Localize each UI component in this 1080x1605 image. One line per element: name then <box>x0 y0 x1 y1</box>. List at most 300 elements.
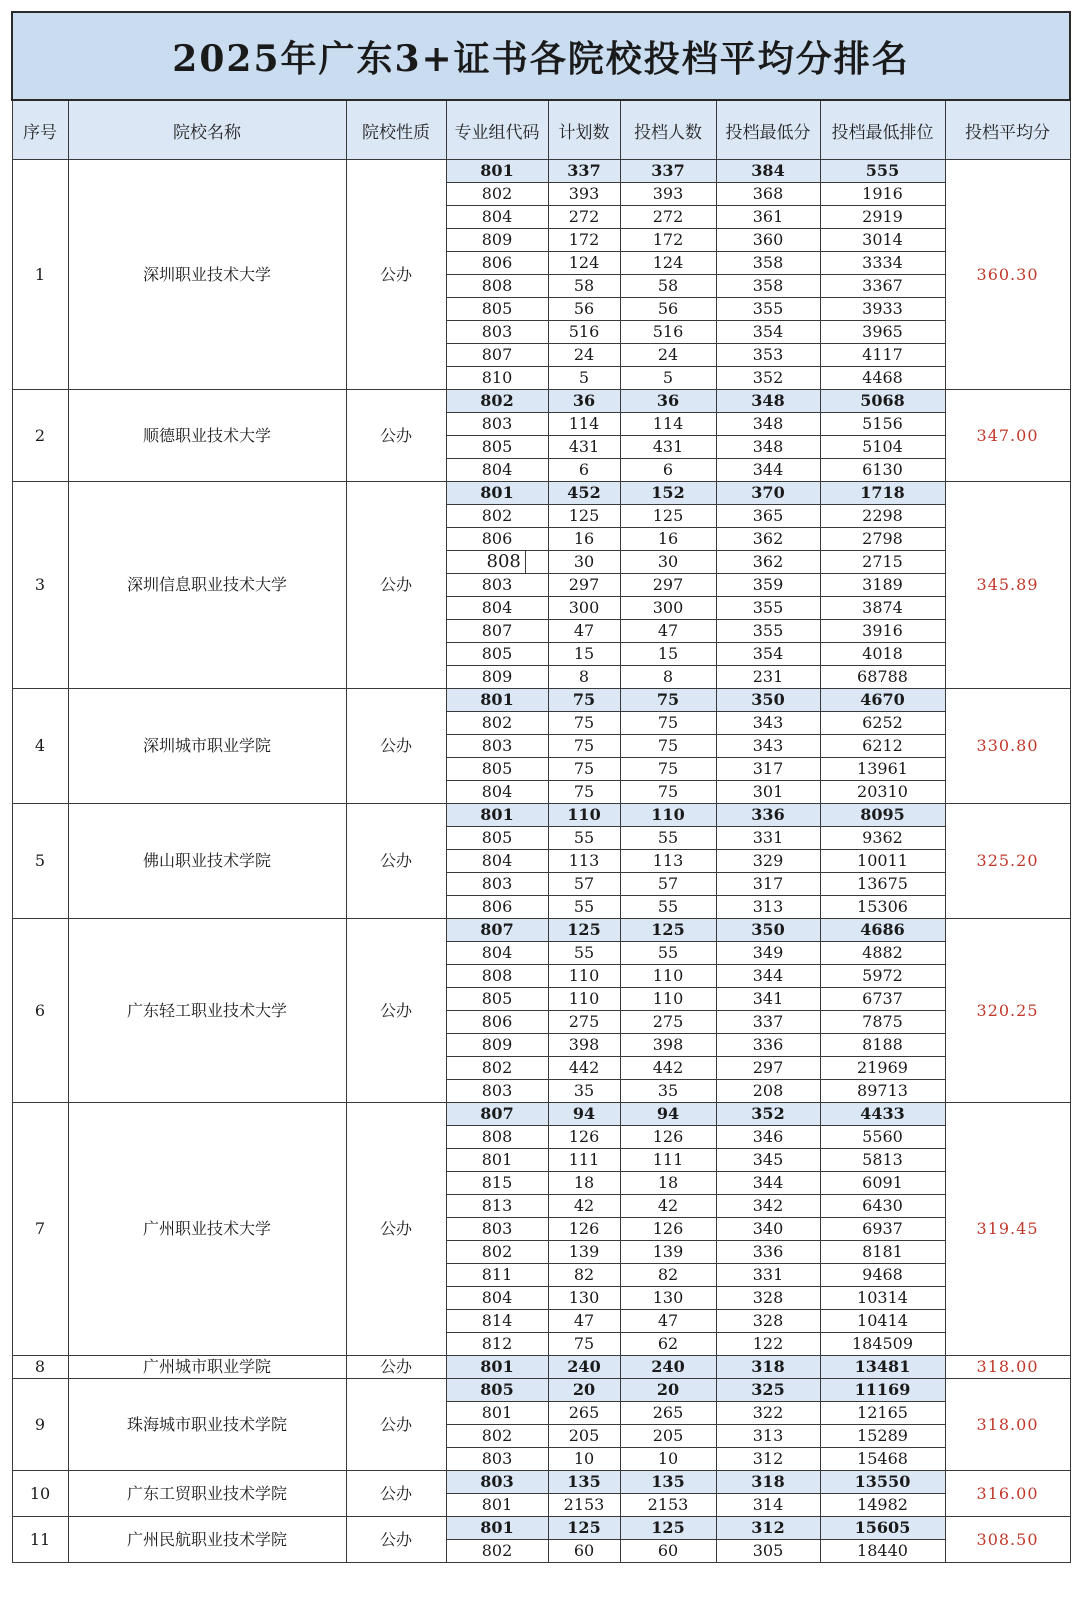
table-row <box>12 1356 1070 1379</box>
group-admitted: 94 <box>620 1103 716 1126</box>
group-admitted: 114 <box>620 413 716 436</box>
group-min-rank: 4433 <box>820 1103 945 1126</box>
school-type: 公办 <box>346 804 446 919</box>
group-min-rank: 21969 <box>820 1057 945 1080</box>
group-admitted: 442 <box>620 1057 716 1080</box>
group-plan: 516 <box>548 321 620 344</box>
group-min-rank: 7875 <box>820 1011 945 1034</box>
group-min-rank: 11169 <box>820 1379 945 1402</box>
group-plan: 6 <box>548 459 620 482</box>
school-name: 深圳信息职业技术大学 <box>68 482 346 689</box>
group-min-rank: 13961 <box>820 758 945 781</box>
group-min-score: 301 <box>716 781 820 804</box>
ranking-table <box>11 11 1071 1563</box>
page-title: 2025年广东3+证书各院校投档平均分排名 <box>12 12 1070 100</box>
table-row <box>12 804 1070 827</box>
group-min-rank: 9362 <box>820 827 945 850</box>
group-code: 806 <box>446 528 548 551</box>
school-rank: 6 <box>12 919 68 1103</box>
group-code: 815 <box>446 1172 548 1195</box>
group-min-score: 313 <box>716 896 820 919</box>
group-min-rank: 6430 <box>820 1195 945 1218</box>
group-min-rank: 6130 <box>820 459 945 482</box>
group-min-rank: 6937 <box>820 1218 945 1241</box>
group-admitted: 297 <box>620 574 716 597</box>
group-min-rank: 10011 <box>820 850 945 873</box>
group-min-rank: 2798 <box>820 528 945 551</box>
group-code: 806 <box>446 896 548 919</box>
group-admitted: 82 <box>620 1264 716 1287</box>
group-min-score: 348 <box>716 390 820 413</box>
group-admitted: 58 <box>620 275 716 298</box>
group-admitted: 30 <box>620 551 716 574</box>
group-min-score: 297 <box>716 1057 820 1080</box>
group-code: 804 <box>446 597 548 620</box>
school-rank: 4 <box>12 689 68 804</box>
group-admitted: 124 <box>620 252 716 275</box>
group-min-score: 360 <box>716 229 820 252</box>
group-min-score: 344 <box>716 459 820 482</box>
group-plan: 47 <box>548 1310 620 1333</box>
school-type: 公办 <box>346 1356 446 1379</box>
group-code: 808 <box>446 965 548 988</box>
group-code: 805 <box>446 1379 548 1402</box>
group-admitted: 125 <box>620 919 716 942</box>
school-name: 珠海城市职业技术学院 <box>68 1379 346 1471</box>
group-admitted: 111 <box>620 1149 716 1172</box>
group-admitted: 47 <box>620 620 716 643</box>
group-min-rank: 13675 <box>820 873 945 896</box>
group-admitted: 172 <box>620 229 716 252</box>
table-row <box>12 919 1070 942</box>
group-admitted: 205 <box>620 1425 716 1448</box>
group-plan: 60 <box>548 1540 620 1563</box>
group-plan: 5 <box>548 367 620 390</box>
group-plan: 2153 <box>548 1494 620 1517</box>
group-min-rank: 8095 <box>820 804 945 827</box>
group-plan: 139 <box>548 1241 620 1264</box>
group-admitted: 398 <box>620 1034 716 1057</box>
group-min-rank: 68788 <box>820 666 945 689</box>
school-avg-score: 347.00 <box>945 390 1070 482</box>
school-name: 顺德职业技术大学 <box>68 390 346 482</box>
group-admitted: 18 <box>620 1172 716 1195</box>
group-min-rank: 4882 <box>820 942 945 965</box>
group-admitted: 75 <box>620 712 716 735</box>
group-min-rank: 8188 <box>820 1034 945 1057</box>
group-code: 805 <box>446 988 548 1011</box>
group-admitted: 110 <box>620 988 716 1011</box>
group-code: 814 <box>446 1310 548 1333</box>
school-avg-score: 325.20 <box>945 804 1070 919</box>
group-code: 802 <box>446 1241 548 1264</box>
group-admitted: 2153 <box>620 1494 716 1517</box>
school-type: 公办 <box>346 482 446 689</box>
group-code: 801 <box>446 1402 548 1425</box>
group-min-score: 340 <box>716 1218 820 1241</box>
table-row <box>12 1471 1070 1494</box>
group-min-score: 348 <box>716 436 820 459</box>
group-code: 801 <box>446 689 548 712</box>
group-plan: 94 <box>548 1103 620 1126</box>
group-plan: 111 <box>548 1149 620 1172</box>
group-plan: 393 <box>548 183 620 206</box>
group-admitted: 55 <box>620 827 716 850</box>
group-plan: 10 <box>548 1448 620 1471</box>
group-min-rank: 15468 <box>820 1448 945 1471</box>
group-code: 802 <box>446 390 548 413</box>
group-plan: 55 <box>548 942 620 965</box>
group-min-score: 122 <box>716 1333 820 1356</box>
group-min-rank: 2715 <box>820 551 945 574</box>
group-min-rank: 4686 <box>820 919 945 942</box>
group-admitted: 55 <box>620 942 716 965</box>
school-avg-score: 308.50 <box>945 1517 1070 1563</box>
group-admitted: 47 <box>620 1310 716 1333</box>
table-row <box>12 1517 1070 1540</box>
group-min-score: 362 <box>716 551 820 574</box>
group-min-score: 348 <box>716 413 820 436</box>
group-min-score: 336 <box>716 1034 820 1057</box>
group-min-score: 355 <box>716 298 820 321</box>
group-min-rank: 184509 <box>820 1333 945 1356</box>
group-plan: 265 <box>548 1402 620 1425</box>
group-plan: 337 <box>548 160 620 183</box>
group-min-rank: 4117 <box>820 344 945 367</box>
group-admitted: 15 <box>620 643 716 666</box>
group-plan: 125 <box>548 505 620 528</box>
group-admitted: 125 <box>620 1517 716 1540</box>
group-code: 809 <box>446 229 548 252</box>
group-min-score: 355 <box>716 620 820 643</box>
table-row <box>12 390 1070 413</box>
school-name: 广东轻工职业技术大学 <box>68 919 346 1103</box>
school-avg-score: 360.30 <box>945 160 1070 390</box>
group-admitted: 300 <box>620 597 716 620</box>
school-rank: 1 <box>12 160 68 390</box>
group-min-score: 349 <box>716 942 820 965</box>
school-type: 公办 <box>346 689 446 804</box>
group-plan: 20 <box>548 1379 620 1402</box>
group-code: 801 <box>446 1149 548 1172</box>
group-admitted: 20 <box>620 1379 716 1402</box>
group-plan: 272 <box>548 206 620 229</box>
group-min-rank: 4468 <box>820 367 945 390</box>
group-plan: 126 <box>548 1126 620 1149</box>
group-min-rank: 89713 <box>820 1080 945 1103</box>
group-min-score: 328 <box>716 1310 820 1333</box>
group-min-rank: 15289 <box>820 1425 945 1448</box>
group-code: 805 <box>446 827 548 850</box>
group-plan: 172 <box>548 229 620 252</box>
group-admitted: 75 <box>620 735 716 758</box>
group-code: 803 <box>446 1080 548 1103</box>
group-min-rank: 10314 <box>820 1287 945 1310</box>
group-code: 803 <box>446 321 548 344</box>
group-plan: 15 <box>548 643 620 666</box>
group-plan: 30 <box>548 551 620 574</box>
group-admitted: 16 <box>620 528 716 551</box>
group-min-score: 358 <box>716 275 820 298</box>
group-min-score: 355 <box>716 597 820 620</box>
group-plan: 135 <box>548 1471 620 1494</box>
group-code: 802 <box>446 712 548 735</box>
school-name: 深圳职业技术大学 <box>68 160 346 390</box>
group-code: 810 <box>446 367 548 390</box>
group-min-score: 354 <box>716 321 820 344</box>
table-row <box>12 482 1070 505</box>
group-min-score: 318 <box>716 1471 820 1494</box>
group-min-score: 352 <box>716 1103 820 1126</box>
school-avg-score: 319.45 <box>945 1103 1070 1356</box>
group-code: 808 <box>446 1126 548 1149</box>
group-min-rank: 3874 <box>820 597 945 620</box>
group-code: 807 <box>446 1103 548 1126</box>
group-min-score: 318 <box>716 1356 820 1379</box>
group-code: 805 <box>446 436 548 459</box>
group-min-rank: 555 <box>820 160 945 183</box>
group-min-rank: 3367 <box>820 275 945 298</box>
group-plan: 113 <box>548 850 620 873</box>
school-avg-score: 320.25 <box>945 919 1070 1103</box>
group-min-rank: 6252 <box>820 712 945 735</box>
group-admitted: 393 <box>620 183 716 206</box>
school-rank: 10 <box>12 1471 68 1517</box>
group-code: 801 <box>446 1494 548 1517</box>
group-min-rank: 20310 <box>820 781 945 804</box>
group-code: 804 <box>446 850 548 873</box>
group-plan: 110 <box>548 988 620 1011</box>
school-rank: 8 <box>12 1356 68 1379</box>
group-plan: 442 <box>548 1057 620 1080</box>
school-avg-score: 318.00 <box>945 1356 1070 1379</box>
header-group-code: 专业组代码 <box>446 100 548 160</box>
group-admitted: 125 <box>620 505 716 528</box>
group-plan: 75 <box>548 781 620 804</box>
school-name: 广州民航职业技术学院 <box>68 1517 346 1563</box>
school-type: 公办 <box>346 160 446 390</box>
group-plan: 75 <box>548 712 620 735</box>
group-min-rank: 13481 <box>820 1356 945 1379</box>
group-min-score: 325 <box>716 1379 820 1402</box>
group-plan: 110 <box>548 804 620 827</box>
school-name: 佛山职业技术学院 <box>68 804 346 919</box>
group-min-score: 359 <box>716 574 820 597</box>
group-code: 807 <box>446 919 548 942</box>
group-min-score: 341 <box>716 988 820 1011</box>
group-admitted: 75 <box>620 781 716 804</box>
group-admitted: 516 <box>620 321 716 344</box>
group-code: 804 <box>446 206 548 229</box>
header-admitted-count: 投档人数 <box>620 100 716 160</box>
group-min-score: 343 <box>716 712 820 735</box>
group-admitted: 135 <box>620 1471 716 1494</box>
school-type: 公办 <box>346 390 446 482</box>
group-code: 802 <box>446 1425 548 1448</box>
group-plan: 55 <box>548 896 620 919</box>
school-rank: 9 <box>12 1379 68 1471</box>
group-min-rank: 5068 <box>820 390 945 413</box>
group-min-rank: 6212 <box>820 735 945 758</box>
group-min-rank: 2919 <box>820 206 945 229</box>
group-min-score: 345 <box>716 1149 820 1172</box>
group-code: 804 <box>446 459 548 482</box>
group-min-rank: 5813 <box>820 1149 945 1172</box>
school-name: 广州职业技术大学 <box>68 1103 346 1356</box>
group-admitted: 126 <box>620 1218 716 1241</box>
group-min-rank: 5156 <box>820 413 945 436</box>
group-admitted: 60 <box>620 1540 716 1563</box>
group-admitted: 110 <box>620 965 716 988</box>
school-name: 广州城市职业学院 <box>68 1356 346 1379</box>
group-code: 802 <box>446 183 548 206</box>
group-min-rank: 5972 <box>820 965 945 988</box>
group-admitted: 75 <box>620 689 716 712</box>
group-min-score: 328 <box>716 1287 820 1310</box>
group-plan: 124 <box>548 252 620 275</box>
school-rank: 5 <box>12 804 68 919</box>
group-plan: 300 <box>548 597 620 620</box>
group-admitted: 130 <box>620 1287 716 1310</box>
group-code: 803 <box>446 1448 548 1471</box>
group-min-score: 312 <box>716 1517 820 1540</box>
group-admitted: 431 <box>620 436 716 459</box>
group-admitted: 113 <box>620 850 716 873</box>
group-admitted: 35 <box>620 1080 716 1103</box>
group-min-score: 365 <box>716 505 820 528</box>
group-plan: 125 <box>548 1517 620 1540</box>
group-min-score: 312 <box>716 1448 820 1471</box>
group-min-score: 314 <box>716 1494 820 1517</box>
group-min-rank: 12165 <box>820 1402 945 1425</box>
group-admitted: 126 <box>620 1126 716 1149</box>
group-admitted: 42 <box>620 1195 716 1218</box>
group-admitted: 240 <box>620 1356 716 1379</box>
group-min-score: 354 <box>716 643 820 666</box>
group-min-score: 343 <box>716 735 820 758</box>
group-admitted: 5 <box>620 367 716 390</box>
group-plan: 75 <box>548 735 620 758</box>
group-plan: 24 <box>548 344 620 367</box>
group-min-rank: 14982 <box>820 1494 945 1517</box>
group-plan: 275 <box>548 1011 620 1034</box>
group-code: 806 <box>446 1011 548 1034</box>
group-min-score: 331 <box>716 827 820 850</box>
group-code: 807 <box>446 620 548 643</box>
group-min-score: 361 <box>716 206 820 229</box>
group-min-rank: 10414 <box>820 1310 945 1333</box>
group-admitted: 8 <box>620 666 716 689</box>
group-min-rank: 9468 <box>820 1264 945 1287</box>
group-admitted: 57 <box>620 873 716 896</box>
group-plan: 297 <box>548 574 620 597</box>
school-rank: 3 <box>12 482 68 689</box>
group-plan: 56 <box>548 298 620 321</box>
group-plan: 75 <box>548 689 620 712</box>
group-min-rank: 3014 <box>820 229 945 252</box>
school-type: 公办 <box>346 1471 446 1517</box>
group-code: 805 <box>446 643 548 666</box>
group-min-score: 231 <box>716 666 820 689</box>
group-min-rank: 18440 <box>820 1540 945 1563</box>
group-code: 802 <box>446 1057 548 1080</box>
group-min-rank: 6091 <box>820 1172 945 1195</box>
group-admitted: 6 <box>620 459 716 482</box>
group-plan: 130 <box>548 1287 620 1310</box>
group-min-score: 336 <box>716 1241 820 1264</box>
group-min-rank: 13550 <box>820 1471 945 1494</box>
group-code: 808 <box>446 275 548 298</box>
school-avg-score: 345.89 <box>945 482 1070 689</box>
table-row <box>12 160 1070 183</box>
group-plan: 82 <box>548 1264 620 1287</box>
group-plan: 114 <box>548 413 620 436</box>
group-min-rank: 3916 <box>820 620 945 643</box>
group-code: 807 <box>446 344 548 367</box>
group-code: 804 <box>446 781 548 804</box>
group-code: 804 <box>446 1287 548 1310</box>
table-row <box>12 1379 1070 1402</box>
group-min-score: 208 <box>716 1080 820 1103</box>
group-code: 804 <box>446 942 548 965</box>
group-plan: 8 <box>548 666 620 689</box>
school-rank: 11 <box>12 1517 68 1563</box>
group-min-rank: 5104 <box>820 436 945 459</box>
group-min-score: 322 <box>716 1402 820 1425</box>
group-code: 811 <box>446 1264 548 1287</box>
group-min-rank: 3189 <box>820 574 945 597</box>
group-admitted: 272 <box>620 206 716 229</box>
group-min-rank: 6737 <box>820 988 945 1011</box>
group-min-score: 346 <box>716 1126 820 1149</box>
group-code: 805 <box>446 298 548 321</box>
group-code: 801 <box>446 160 548 183</box>
group-code: 813 <box>446 1195 548 1218</box>
group-code <box>446 551 548 574</box>
group-min-score: 370 <box>716 482 820 505</box>
group-code: 809 <box>446 666 548 689</box>
group-min-score: 329 <box>716 850 820 873</box>
group-min-score: 342 <box>716 1195 820 1218</box>
group-code: 812 <box>446 1333 548 1356</box>
header-min-score: 投档最低分 <box>716 100 820 160</box>
header-avg-score: 投档平均分 <box>945 100 1070 160</box>
group-min-score: 344 <box>716 1172 820 1195</box>
group-plan: 47 <box>548 620 620 643</box>
group-code: 801 <box>446 1517 548 1540</box>
table-row <box>12 1103 1070 1126</box>
group-admitted: 36 <box>620 390 716 413</box>
group-min-score: 313 <box>716 1425 820 1448</box>
group-plan: 398 <box>548 1034 620 1057</box>
group-min-rank: 4018 <box>820 643 945 666</box>
group-min-score: 352 <box>716 367 820 390</box>
group-code: 801 <box>446 482 548 505</box>
school-type: 公办 <box>346 919 446 1103</box>
group-min-score: 317 <box>716 873 820 896</box>
group-plan: 55 <box>548 827 620 850</box>
group-plan: 18 <box>548 1172 620 1195</box>
school-type: 公办 <box>346 1379 446 1471</box>
group-min-score: 331 <box>716 1264 820 1287</box>
group-plan: 110 <box>548 965 620 988</box>
header-school-type: 院校性质 <box>346 100 446 160</box>
group-min-rank: 1718 <box>820 482 945 505</box>
group-min-rank: 3933 <box>820 298 945 321</box>
group-code: 803 <box>446 1218 548 1241</box>
group-min-score: 336 <box>716 804 820 827</box>
group-plan: 126 <box>548 1218 620 1241</box>
